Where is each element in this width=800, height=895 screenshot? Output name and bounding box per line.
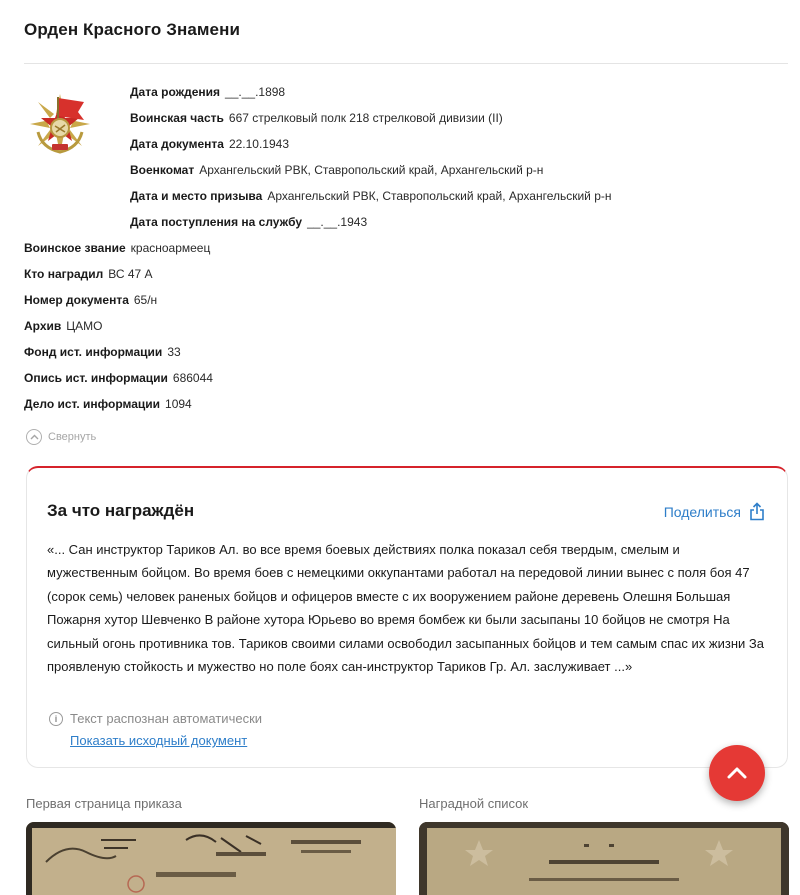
field-military-office <box>130 161 612 187</box>
field-value: 1094 <box>165 397 192 411</box>
field-awarded-by <box>24 265 213 291</box>
field-value: красноармеец <box>130 241 211 255</box>
auto-note-label: Текст распознан автоматически <box>70 711 263 726</box>
field-key: Дата рождения <box>130 85 221 99</box>
doc-label-award-list: Наградной список <box>419 796 529 811</box>
field-document-date <box>130 135 612 161</box>
field-key: Военкомат <box>130 163 195 177</box>
field-document-number <box>24 291 213 317</box>
divider <box>24 63 788 64</box>
scroll-to-top-button[interactable] <box>709 745 765 801</box>
field-military-unit <box>130 109 612 135</box>
field-value: __.__.1943 <box>307 215 368 229</box>
field-key: Номер документа <box>24 293 129 307</box>
field-draft-date-place <box>130 187 612 213</box>
field-key: Кто наградил <box>24 267 104 281</box>
info-icon: i <box>49 712 63 726</box>
field-key: Фонд ист. информации <box>24 345 163 359</box>
document-scan-image <box>419 822 789 895</box>
collapse-button[interactable] <box>26 429 96 445</box>
field-value: ВС 47 А <box>108 267 153 281</box>
field-key: Воинская часть <box>130 111 224 125</box>
field-value: __.__.1898 <box>225 85 286 99</box>
field-value: 65/н <box>133 293 158 307</box>
document-thumbnail-award-list[interactable] <box>419 822 789 895</box>
share-button[interactable] <box>664 502 765 521</box>
award-fields-bottom <box>24 239 213 421</box>
field-value: 33 <box>167 345 181 359</box>
field-key: Воинское звание <box>24 241 126 255</box>
reason-text: «... Сан инструктор Тариков Ал. во все время боевых действиях полка показал себя твердым, смелым и мужественным бойцом. Во время боев с немецкими оккупантами работал на передовой линии вынес с поля боя 47 (сорок семь) человек раненых бойцов и офицеров вместе с их вооружением районе деревень Олешня Большая Пожарня хутор Шевченко В районе хутора Юрьево во время бомбеж ки были засыпаны 10 бойцов не смотря На сильный огонь противника тов. Тариков своими силами освободил засыпанных бойцов и тем самым спас их жизни За проявленую стойкость и мужество но поле боях сан-инструктор Тариков Гр. Ал. заслуживает ...» <box>47 542 764 675</box>
field-value: Архангельский РВК, Ставропольский край, Архангельский р-н <box>199 163 544 177</box>
field-key: Архив <box>24 319 62 333</box>
document-scan-image <box>26 822 396 895</box>
field-birth-date <box>130 83 612 109</box>
doc-label-order-first-page: Первая страница приказа <box>26 796 182 811</box>
share-label: Поделиться <box>663 503 741 520</box>
field-key: Опись ист. информации <box>24 371 168 385</box>
document-thumbnail-order[interactable] <box>26 822 396 895</box>
field-value: 22.10.1943 <box>228 137 289 151</box>
field-archive <box>24 317 213 343</box>
field-key: Дело ист. информации <box>24 397 161 411</box>
share-icon <box>749 502 765 521</box>
field-rank <box>24 239 213 265</box>
collapse-label: Свернуть <box>48 431 97 443</box>
field-service-start <box>130 213 612 239</box>
award-fields-top <box>130 83 612 239</box>
order-red-banner-icon <box>28 92 92 156</box>
chevron-up-icon <box>26 429 42 445</box>
field-fond <box>24 343 213 369</box>
award-title: Орден Красного Знамени <box>24 20 241 39</box>
chevron-up-icon <box>726 766 748 780</box>
field-value: ЦАМО <box>66 319 103 333</box>
field-value: Архангельский РВК, Ставропольский край, Архангельский р-н <box>267 189 612 203</box>
field-key: Дата документа <box>130 137 224 151</box>
field-value: 686044 <box>172 371 213 385</box>
show-source-document-link[interactable]: Показать исходный документ <box>70 733 248 748</box>
award-reason-card <box>26 466 788 768</box>
field-opis <box>24 369 213 395</box>
reason-title: За что награждён <box>47 501 195 520</box>
field-delo <box>24 395 213 421</box>
field-value: 667 стрелковый полк 218 стрелковой дивизии (II) <box>228 111 503 125</box>
auto-recognized-note <box>49 711 262 726</box>
field-key: Дата и место призыва <box>130 189 263 203</box>
field-key: Дата поступления на службу <box>130 215 303 229</box>
